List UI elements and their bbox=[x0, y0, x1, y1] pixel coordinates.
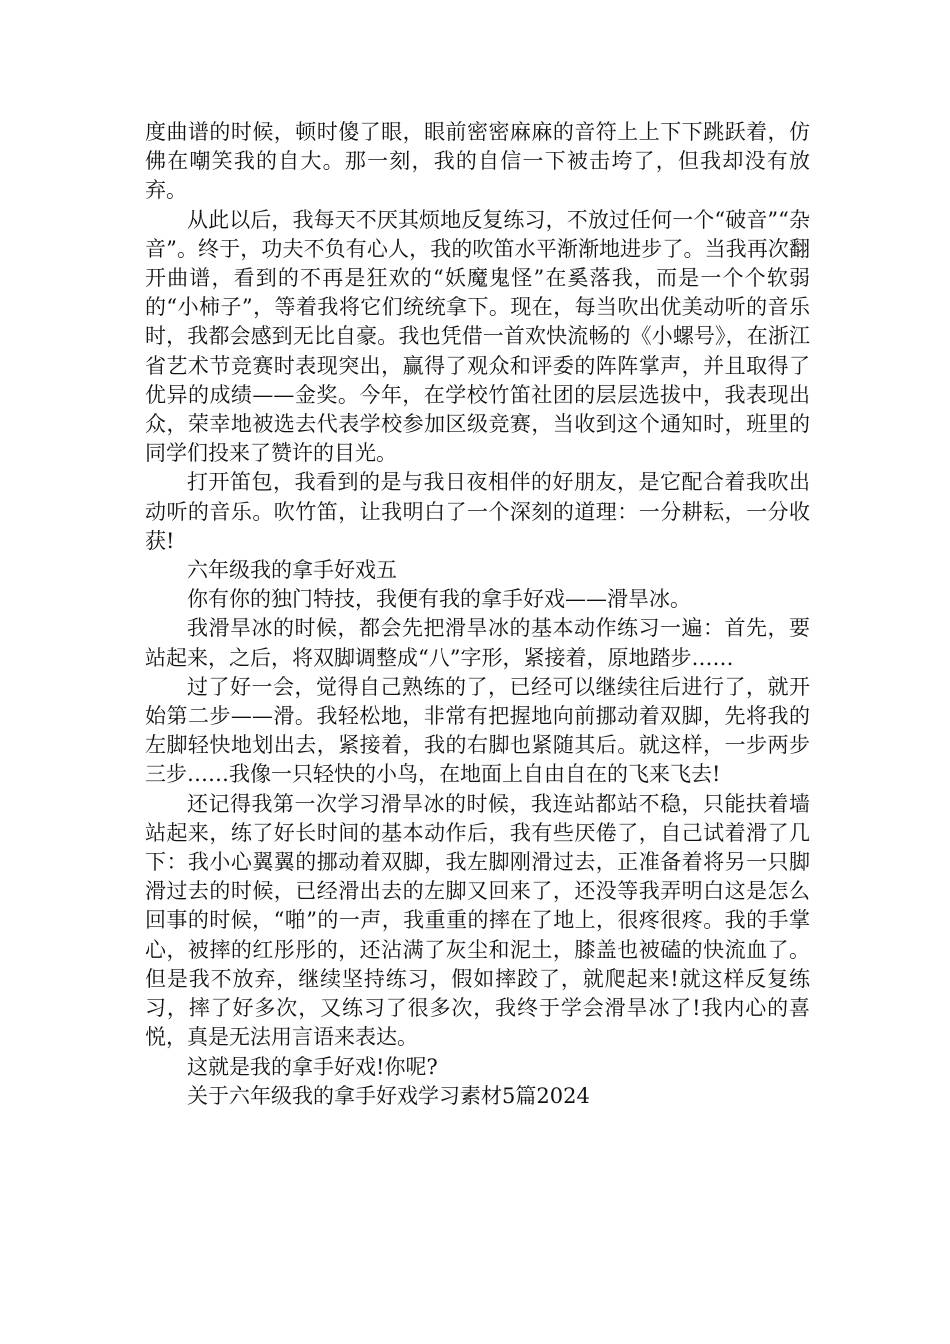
paragraph-second-step: 过了好一会，觉得自己熟练的了，已经可以继续往后进行了，就开始第二步——滑。我轻松地，非常有把握地向前挪动着双脚，先将我的左脚轻快地划出去，紧接着，我的右脚也紧随其后。就这样，一步两步三步……我像一只轻快的小鸟，在地面上自由自在的飞来飞去! bbox=[145, 674, 810, 787]
paragraph-first-time: 还记得我第一次学习滑旱冰的时候，我连站都站不稳，只能扶着墙站起来，练了好长时间的基本动作后，我有些厌倦了，自己试着滑了几下：我小心翼翼的挪动着双脚，我左脚刚滑过去，正准备着将另一只脚滑过去的时候，已经滑出去的左脚又回来了，还没等我弄明白这是怎么回事的时候，“啪”的一声，我重重的摔在了地上，很疼很疼。我的手掌心，被摔的红彤彤的，还沾满了灰尘和泥土，膝盖也被磕的快流血了。但是我不放弃，继续坚持练习，假如摔跤了，就爬起来!就这样反复练习，摔了好多次，又练习了很多次，我终于学会滑旱冰了!我内心的喜悦，真是无法用言语来表达。 bbox=[145, 791, 810, 1050]
paragraph-practice: 从此以后，我每天不厌其烦地反复练习，不放过任何一个“破音”“杂音”。终于，功夫不负有心人，我的吹笛水平渐渐地进步了。当我再次翻开曲谱，看到的不再是狂欢的“妖魔鬼怪”在奚落我，而是一个个软弱的“小柿子”，等着我将它们统统拿下。现在，每当吹出优美动听的音乐时，我都会感到无比自豪。我也凭借一首欢快流畅的《小螺号》，在浙江省艺术节竞赛时表现突出，赢得了观众和评委的阵阵掌声，并且取得了优异的成绩——金奖。今年，在学校竹笛社团的层层选拔中，我表现出众，荣幸地被选去代表学校参加区级竞赛，当收到这个通知时，班里的同学们投来了赞许的目光。 bbox=[145, 207, 810, 466]
paragraph-intro: 你有你的独门特技，我便有我的拿手好戏——滑旱冰。 bbox=[187, 587, 691, 612]
document-footer-title: 关于六年级我的拿手好戏学习素材5篇2024 bbox=[187, 1083, 590, 1108]
paragraph-closing: 这就是我的拿手好戏!你呢? bbox=[187, 1054, 438, 1079]
section-heading: 六年级我的拿手好戏五 bbox=[187, 558, 397, 583]
document-body bbox=[145, 118, 810, 1111]
paragraph-continuation: 度曲谱的时候，顿时傻了眼，眼前密密麻麻的音符上上下下跳跃着，仿佛在嘲笑我的自大。那一刻，我的自信一下被击垮了，但我却没有放弃。 bbox=[145, 120, 810, 203]
paragraph-flute-bag: 打开笛包，我看到的是与我日夜相伴的好朋友，是它配合着我吹出动听的音乐。吹竹笛，让我明白了一个深刻的道理：一分耕耘，一分收获! bbox=[145, 470, 810, 553]
paragraph-basic-moves: 我滑旱冰的时候，都会先把滑旱冰的基本动作练习一遍：首先，要站起来，之后，将双脚调整成“八”字形，紧接着，原地踏步…… bbox=[145, 616, 810, 670]
